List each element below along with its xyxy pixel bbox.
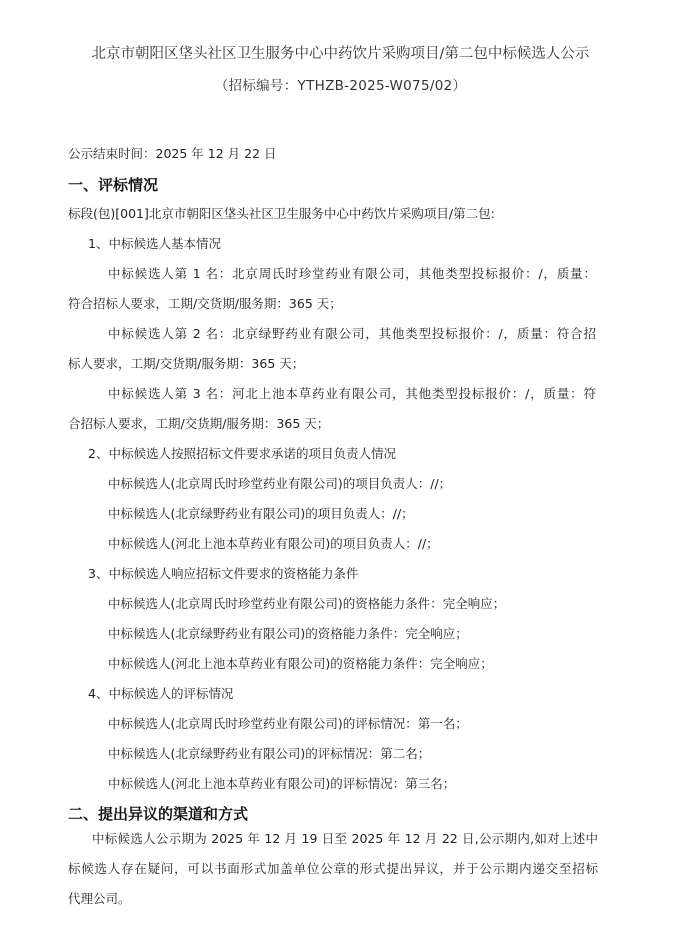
page-title: 北京市朝阳区垡头社区卫生服务中心中药饮片采购项目/第二包中标候选人公示 [91, 46, 590, 62]
section2-heading: 二、提出异议的渠道和方式 [68, 805, 249, 823]
candidate3-line1: 中标候选人第 3 名：河北上池本草药业有限公司，其他类型投标报价：/，质量：符 [108, 386, 596, 401]
qual-line-2: 中标候选人(北京绿野药业有限公司)的资格能力条件：完全响应； [108, 626, 468, 641]
candidate2-line2: 标人要求，工期/交货期/服务期：365 天； [68, 356, 305, 371]
section1-heading: 一、评标情况 [68, 176, 159, 194]
candidate3-line2: 合招标人要求，工期/交货期/服务期：365 天； [68, 416, 330, 431]
sub2-title: 2、中标候选人按照招标文件要求承诺的项目负责人情况 [88, 446, 396, 461]
objection-para-line2: 标候选人存在疑问，可以书面形式加盖单位公章的形式提出异议，并于公示期内递交至招标 [68, 861, 598, 876]
eval-line-3: 中标候选人(河北上池本草药业有限公司)的评标情况：第三名； [108, 776, 456, 791]
qual-line-1: 中标候选人(北京周氏时珍堂药业有限公司)的资格能力条件：完全响应； [108, 596, 506, 611]
candidate1-line2: 符合招标人要求，工期/交货期/服务期：365 天； [68, 296, 342, 311]
candidate2-line1: 中标候选人第 2 名：北京绿野药业有限公司，其他类型投标报价：/，质量：符合招 [108, 326, 596, 341]
qual-line-3: 中标候选人(河北上池本草药业有限公司)的资格能力条件：完全响应； [108, 656, 493, 671]
sub3-title: 3、中标候选人响应招标文件要求的资格能力条件 [88, 566, 359, 581]
candidate1-line1: 中标候选人第 1 名：北京周氏时珍堂药业有限公司，其他类型投标报价：/，质量： [108, 266, 596, 281]
objection-para-line1: 中标候选人公示期为 2025 年 12 月 19 日至 2025 年 12 月 22 日,公示期内,如对上述中 [92, 831, 598, 846]
lot-line: 标段(包)[001]北京市朝阳区垡头社区卫生服务中心中药饮片采购项目/第二包: [68, 206, 495, 221]
pm-line-3: 中标候选人(河北上池本草药业有限公司)的项目负责人：//； [108, 536, 439, 551]
tender-number: （招标编号：YTHZB-2025-W075/02） [214, 78, 467, 94]
eval-line-1: 中标候选人(北京周氏时珍堂药业有限公司)的评标情况：第一名； [108, 716, 468, 731]
sub1-title: 1、中标候选人基本情况 [88, 236, 221, 251]
eval-line-2: 中标候选人(北京绿野药业有限公司)的评标情况：第二名； [108, 746, 431, 761]
end-time: 公示结束时间：2025 年 12 月 22 日 [68, 146, 277, 161]
sub4-title: 4、中标候选人的评标情况 [88, 686, 234, 701]
pm-line-2: 中标候选人(北京绿野药业有限公司)的项目负责人：//； [108, 506, 414, 521]
pm-line-1: 中标候选人(北京周氏时珍堂药业有限公司)的项目负责人：//； [108, 476, 452, 491]
objection-para-line3: 代理公司。 [68, 891, 131, 906]
